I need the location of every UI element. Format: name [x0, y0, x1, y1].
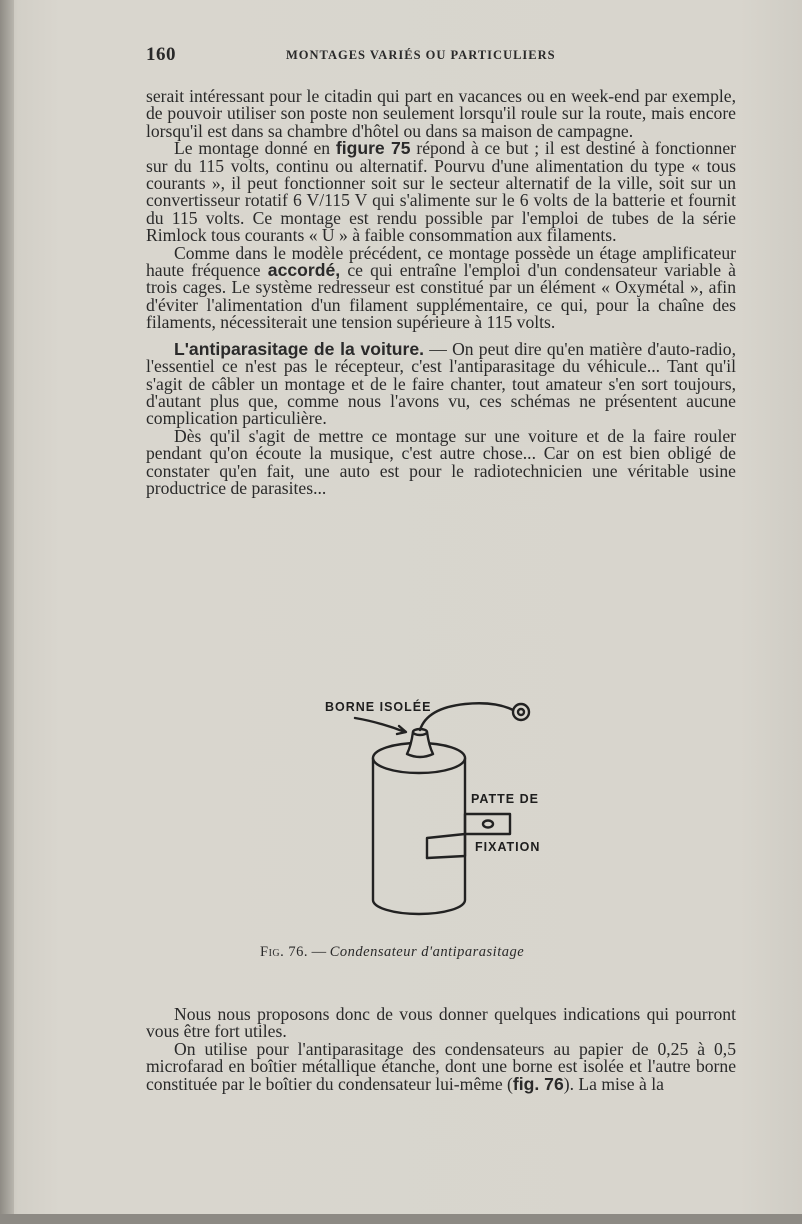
page-spine-shadow	[0, 0, 14, 1224]
paragraph-7-text-b: ). La mise à la	[563, 1073, 664, 1094]
capacitor-drawing	[315, 688, 555, 928]
page-bottom-edge	[0, 1214, 802, 1224]
paragraph-4-text: — On peut dire qu'en matière d'auto-radio, l'essentiel ce n'est pas le récepteur, c'est l'antiparasitage du véhicule... Tant qu'il s'agit de câbler un montage et de le faire chanter, tout amateur s'en sort toujours, d'autant plus que, comme nous l'avons vu, ces schémas ne présentent aucune complication particulière.	[146, 338, 737, 429]
paragraph-2-text-a: Le montage donné en	[174, 138, 336, 159]
terminal-wire	[420, 703, 513, 730]
paragraph-2	[146, 140, 736, 244]
paragraph-3	[146, 242, 736, 333]
paragraph-7-text-a: On utilise pour l'antiparasitage des condensateurs au papier de 0,25 à 0,5 microfarad en boîtier métallique étanche, dont une borne est isolée et l'autre borne constituée par le boîtier du condensateur lui-même (	[146, 1038, 736, 1094]
caption-title: Condensateur d'antiparasitage	[329, 944, 525, 960]
page-number: 160	[146, 44, 176, 65]
paragraph-3-text-a: Comme dans le modèle précédent, ce montage possède un étage amplificateur haute fréquence	[146, 242, 736, 281]
figure-caption	[260, 944, 660, 961]
label-patte-de: PATTE DE	[471, 792, 539, 806]
text-lower	[146, 1006, 736, 1093]
paragraph-1: serait intéressant pour le citadin qui part en vacances ou en week-end par exemple, de pouvoir utiliser son poste non seulement lorsqu'il roule sur la route, mais encore lorsqu'il est dans sa chambre d'hôtel ou dans sa maison de campagne.	[146, 86, 736, 141]
figure-75-reference: figure 75	[335, 138, 411, 159]
paragraph-2-text-b: répond à ce but ; il est destiné à fonctionner sur du 115 volts, continu ou alternatif. Pourvu d'une alimentation du type « tous courants », il peut fonctionner soit sur le secteur alternatif de la ville, soit sur un convertisseur rotatif 6 V/115 V qui s'alimente sur le 6 volts de la batterie et fournit du 115 volts. Ce montage est rendu possible par l'emploi de tubes de la série Rimlock tous courants « U » à faible consommation aux filaments.	[146, 138, 736, 246]
paragraph-6: Nous nous proposons donc de vous donner quelques indications qui pourront vous être fort utiles.	[146, 1004, 736, 1042]
caption-dash: —	[308, 944, 330, 960]
text-upper	[146, 88, 736, 497]
figure-76-reference: fig. 76	[512, 1073, 564, 1094]
section-heading-antiparasitage: L'antiparasitage de la voiture.	[174, 338, 425, 359]
emphasis-accorde: accordé,	[267, 260, 341, 281]
paragraph-3-text-b: ce qui entraîne l'emploi d'un condensateur variable à trois cages. Le système redresseur est constitué par un élément « Oxymétal », afin d'éviter l'alimentation d'un filament supplémentaire, ce qui, pour la chaîne des filaments, nécessiterait une tension supérieure à 115 volts.	[146, 260, 736, 333]
caption-number: Fig. 76.	[260, 944, 308, 960]
paragraph-7	[146, 1038, 736, 1094]
ring-terminal	[513, 704, 529, 720]
running-title: MONTAGES VARIÉS OU PARTICULIERS	[286, 48, 556, 62]
label-fixation: FIXATION	[475, 840, 541, 854]
page-header	[146, 44, 736, 68]
paragraph-4	[146, 338, 737, 429]
figure-76	[315, 688, 555, 928]
paragraph-5: Dès qu'il s'agit de mettre ce montage sur une voiture et de la faire rouler pendant qu'on écoute la musique, c'est autre chose... Car on est bien obligé de constater qu'en fait, une auto est pour le radiotechnicien une véritable usine productrice de parasites...	[146, 425, 736, 498]
label-borne-isolee: BORNE ISOLÉE	[325, 700, 432, 714]
